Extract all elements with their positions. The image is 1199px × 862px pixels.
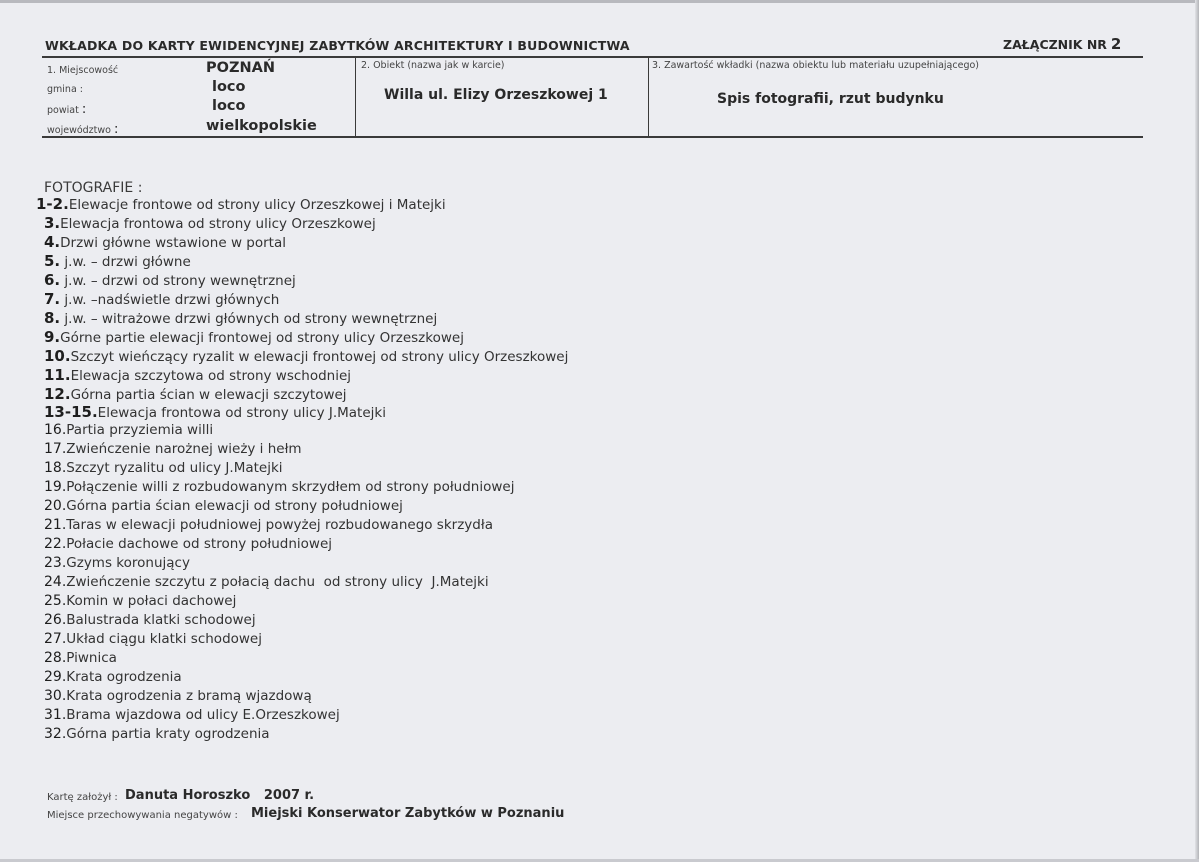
photo-number: 29.: [44, 668, 67, 685]
photo-description: Szczyt wieńczący ryzalit w elewacji frontowej od strony ulicy Orzeszkowej: [70, 348, 569, 365]
photo-list-item: [44, 612, 256, 631]
wojewodztwo-label: województwo: [47, 125, 111, 136]
photo-list-item: [44, 403, 386, 422]
photo-number: 23.: [44, 555, 67, 572]
colon-mark: :: [81, 102, 87, 117]
photo-number: 1-2.: [36, 195, 69, 213]
photo-number: 18.: [44, 460, 67, 477]
photo-description: j.w. –nadświetle drzwi głównych: [60, 291, 280, 308]
photo-description: Górna partia ścian w elewacji szczytowej: [70, 386, 347, 403]
photo-list-item: [44, 252, 191, 271]
photo-list-item: [44, 366, 351, 385]
photo-number: 25.: [44, 592, 67, 609]
photo-number: 21.: [44, 517, 67, 534]
photo-description: Partia przyziemia willi: [66, 422, 214, 439]
photo-description: Zwieńczenie narożnej wieży i hełm: [66, 441, 302, 458]
object-value: Willa ul. Elizy Orzeszkowej 1: [384, 87, 608, 103]
photo-list-item: [44, 233, 286, 252]
photo-description: Komin w połaci dachowej: [66, 592, 237, 609]
photo-list-item: [44, 669, 182, 688]
photo-number: 28.: [44, 649, 67, 666]
header-bottom-rule: [42, 136, 1143, 138]
object-label: 2. Obiekt (nazwa jak w karcie): [361, 60, 505, 71]
photo-number: 30.: [44, 687, 67, 704]
photo-number: 13-15.: [44, 403, 98, 422]
photo-description: Elewacja szczytowa od strony wschodniej: [70, 367, 352, 384]
photo-description: Połacie dachowe od strony południowej: [66, 536, 333, 553]
photo-description: Brama wjazdowa od ulicy E.Orzeszkowej: [66, 706, 340, 723]
photo-list-item: [44, 309, 437, 328]
photo-description: Krata ogrodzenia z bramą wjazdową: [66, 687, 312, 704]
gmina-value: loco: [212, 79, 246, 95]
photo-number: 17.: [44, 441, 67, 458]
document-title: WKŁADKA DO KARTY EWIDENCYJNEJ ZABYTKÓW ARCHITEKTURY I BUDOWNICTWA: [45, 38, 630, 53]
photo-number: 11.: [44, 365, 71, 384]
photo-list-item: [44, 422, 213, 441]
photo-description: Drzwi główne wstawione w portal: [60, 234, 286, 251]
photo-list-item: [44, 574, 489, 593]
photo-description: Taras w elewacji południowej powyżej rozbudowanego skrzydła: [66, 517, 493, 534]
photo-number: 5.: [44, 251, 61, 270]
photo-list-item: [44, 479, 514, 498]
photo-list-item: [44, 631, 262, 650]
photo-number: 16.: [44, 422, 67, 439]
powiat-value: loco: [212, 98, 246, 114]
author-value: Danuta Horoszko 2007 r.: [125, 788, 315, 803]
photo-description: j.w. – witrażowe drzwi głównych od strony wewnętrznej: [60, 310, 438, 327]
photo-list-item: [44, 688, 312, 707]
powiat-label: powiat: [47, 105, 79, 116]
photo-description: Piwnica: [66, 649, 117, 666]
colon-mark: :: [114, 122, 119, 137]
photo-list-item: [44, 650, 117, 669]
photo-number: 22.: [44, 536, 67, 553]
attachment-number: 2: [1110, 35, 1122, 53]
column-divider-2: [648, 57, 649, 137]
photo-description: Elewacje frontowe od strony ulicy Orzeszkowej i Matejki: [68, 197, 446, 213]
photo-list-item: [44, 498, 403, 517]
storage-value: Miejski Konserwator Zabytków w Poznaniu: [251, 806, 565, 821]
photo-number: 24.: [44, 574, 67, 590]
photo-list-item: [44, 328, 464, 347]
photo-description: Elewacja frontowa od strony ulicy J.Matejki: [97, 405, 386, 422]
miejscowosc-label: 1. Miejscowość: [47, 65, 119, 76]
column-divider-1: [355, 57, 356, 137]
miejscowosc-value: POZNAŃ: [206, 60, 275, 76]
photo-number: 32.: [44, 725, 67, 742]
photo-list-item: [44, 385, 347, 404]
header-top-rule: [42, 56, 1143, 58]
photo-number: 3.: [44, 213, 61, 232]
photo-number: 20.: [44, 498, 67, 515]
photo-list-item: [44, 517, 493, 536]
photo-list-item: [44, 555, 190, 574]
photo-list-item: [44, 441, 302, 460]
photo-list-item: [44, 593, 236, 612]
photo-number: 9.: [44, 327, 61, 346]
storage-label: Miejsce przechowywania negatywów :: [47, 810, 238, 821]
photo-list-item: [44, 271, 296, 290]
photo-description: Balustrada klatki schodowej: [66, 611, 256, 628]
photo-number: 26.: [44, 611, 67, 628]
photo-description: Górna partia ścian elewacji od strony południowej: [66, 498, 403, 515]
photo-list-item: [44, 707, 340, 726]
photo-list-item: [44, 347, 568, 366]
scan-edge-top: [0, 0, 1199, 3]
attachment-label-text: ZAŁĄCZNIK NR: [1003, 37, 1107, 52]
photo-number: 31.: [44, 706, 67, 723]
photo-number: 4.: [44, 232, 61, 251]
attachment-label: [1003, 35, 1121, 53]
photo-list-item: [44, 214, 376, 233]
wojewodztwo-value: wielkopolskie: [206, 118, 317, 134]
photo-description: Krata ogrodzenia: [66, 668, 182, 685]
contents-label: 3. Zawartość wkładki (nazwa obiektu lub materiału uzupełniającego): [652, 60, 979, 71]
photo-description: Górne partie elewacji frontowej od strony ulicy Orzeszkowej: [60, 329, 464, 346]
photo-description: j.w. – drzwi główne: [60, 253, 191, 270]
photo-list-item: [44, 536, 332, 555]
photo-list-item: [44, 290, 279, 309]
photo-number: 7.: [44, 289, 61, 308]
photo-description: Zwieńczenie szczytu z połacią dachu od strony ulicy J.Matejki: [66, 574, 489, 590]
photo-description: Połączenie willi z rozbudowanym skrzydłem od strony południowej: [66, 479, 515, 496]
photo-number: 8.: [44, 308, 61, 327]
photo-description: Gzyms koronujący: [66, 555, 190, 572]
photo-number: 19.: [44, 479, 67, 496]
photo-description: j.w. – drzwi od strony wewnętrznej: [60, 272, 296, 289]
contents-value: Spis fotografii, rzut budynku: [717, 91, 944, 107]
photo-description: Elewacja frontowa od strony ulicy Orzeszkowej: [60, 215, 376, 232]
powiat-label-wrap: [47, 102, 86, 117]
photos-heading: FOTOGRAFIE :: [44, 180, 143, 196]
photo-number: 10.: [44, 346, 71, 365]
photo-list-item: [44, 460, 283, 479]
photo-number: 27.: [44, 630, 67, 647]
photo-list-item: [36, 195, 446, 214]
photo-list-item: [44, 726, 270, 745]
photo-description: Szczyt ryzalitu od ulicy J.Matejki: [66, 460, 283, 477]
photo-description: Układ ciągu klatki schodowej: [66, 630, 262, 647]
photo-description: Górna partia kraty ogrodzenia: [66, 725, 270, 742]
gmina-label: gmina :: [47, 84, 83, 95]
photo-number: 12.: [44, 384, 71, 403]
author-label: Kartę założył :: [47, 792, 118, 803]
scan-edge-right: [1195, 0, 1199, 862]
wojewodztwo-label-wrap: [47, 122, 118, 137]
photo-number: 6.: [44, 270, 61, 289]
